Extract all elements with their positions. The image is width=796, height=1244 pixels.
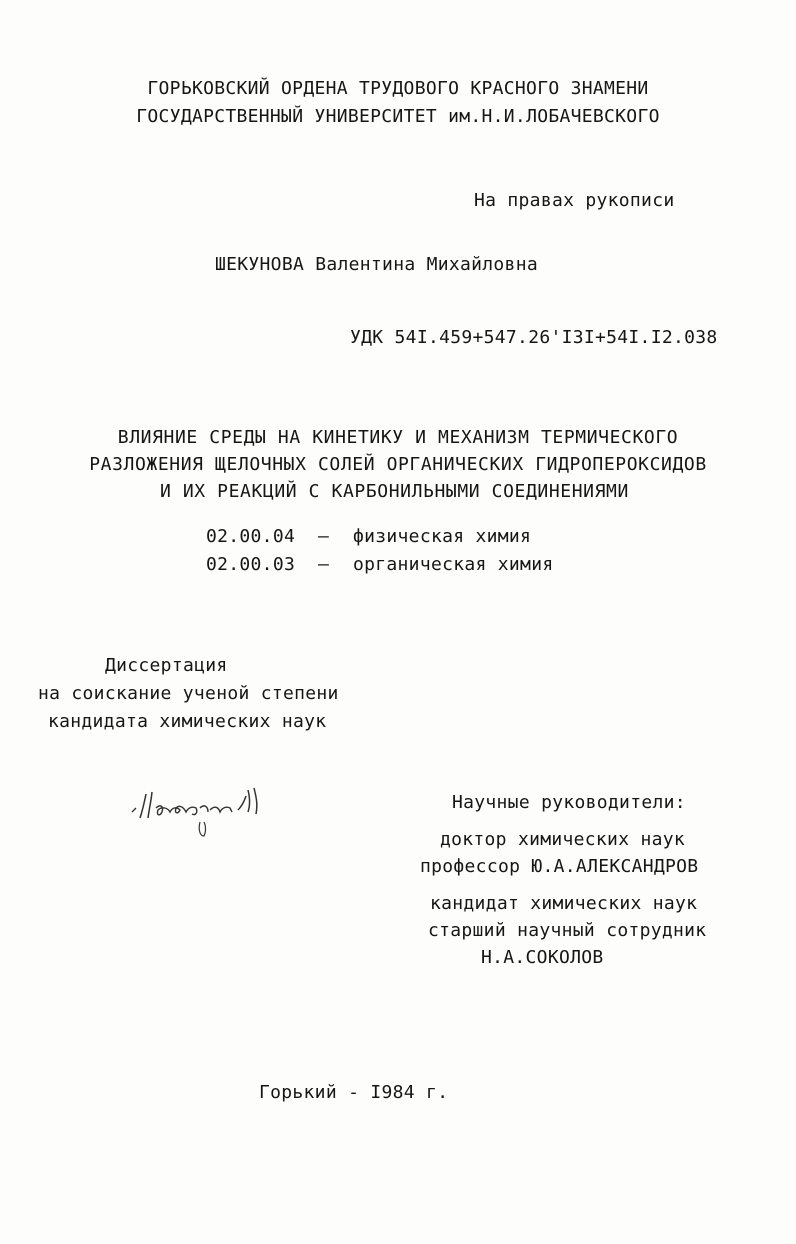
title-line-2: РАЗЛОЖЕНИЯ ЩЕЛОЧНЫХ СОЛЕЙ ОРГАНИЧЕСКИХ ГИДРОПЕРОКСИДОВ <box>89 454 707 475</box>
specialty-1-dash: – <box>318 526 330 547</box>
dissertation-line-3: кандидата химических наук <box>48 711 327 732</box>
supervisors-heading: Научные руководители: <box>452 792 686 813</box>
dissertation-line-1: Диссертация <box>105 655 228 676</box>
handwritten-signature-icon <box>126 778 286 848</box>
institution-line-2: ГОСУДАРСТВЕННЫЙ УНИВЕРСИТЕТ им.Н.И.ЛОБАЧЕВСКОГО <box>136 106 660 127</box>
supervisor-1-degree: доктор химических наук <box>440 829 686 850</box>
institution-line-1: ГОРЬКОВСКИЙ ОРДЕНА ТРУДОВОГО КРАСНОГО ЗНАМЕНИ <box>147 78 649 99</box>
supervisor-2-degree: кандидат химических наук <box>430 893 698 914</box>
supervisor-2-position: старший научный сотрудник <box>428 920 707 941</box>
specialty-2-code: 02.00.03 <box>206 554 296 575</box>
title-line-1: ВЛИЯНИЕ СРЕДЫ НА КИНЕТИКУ И МЕХАНИЗМ ТЕРМИЧЕСКОГО <box>117 427 679 448</box>
supervisor-2-name: Н.А.СОКОЛОВ <box>481 947 604 968</box>
dissertation-line-2: на соискание ученой степени <box>38 683 339 704</box>
place-and-year: Горький - I984 г. <box>259 1082 449 1103</box>
specialty-1-code: 02.00.04 <box>206 526 296 547</box>
specialty-2-name: органическая химия <box>353 554 554 575</box>
udc-code: УДК 54I.459+547.26'I3I+54I.I2.038 <box>350 327 718 348</box>
rights-note: На правах рукописи <box>474 190 675 211</box>
title-line-3: И ИХ РЕАКЦИЙ С КАРБОНИЛЬНЫМИ СОЕДИНЕНИЯМИ <box>160 481 629 502</box>
supervisor-1-name: профессор Ю.А.АЛЕКСАНДРОВ <box>420 856 699 877</box>
specialty-2-dash: – <box>318 554 330 575</box>
specialty-1-name: физическая химия <box>353 526 532 547</box>
author-name: ШЕКУНОВА Валентина Михайловна <box>215 254 538 275</box>
